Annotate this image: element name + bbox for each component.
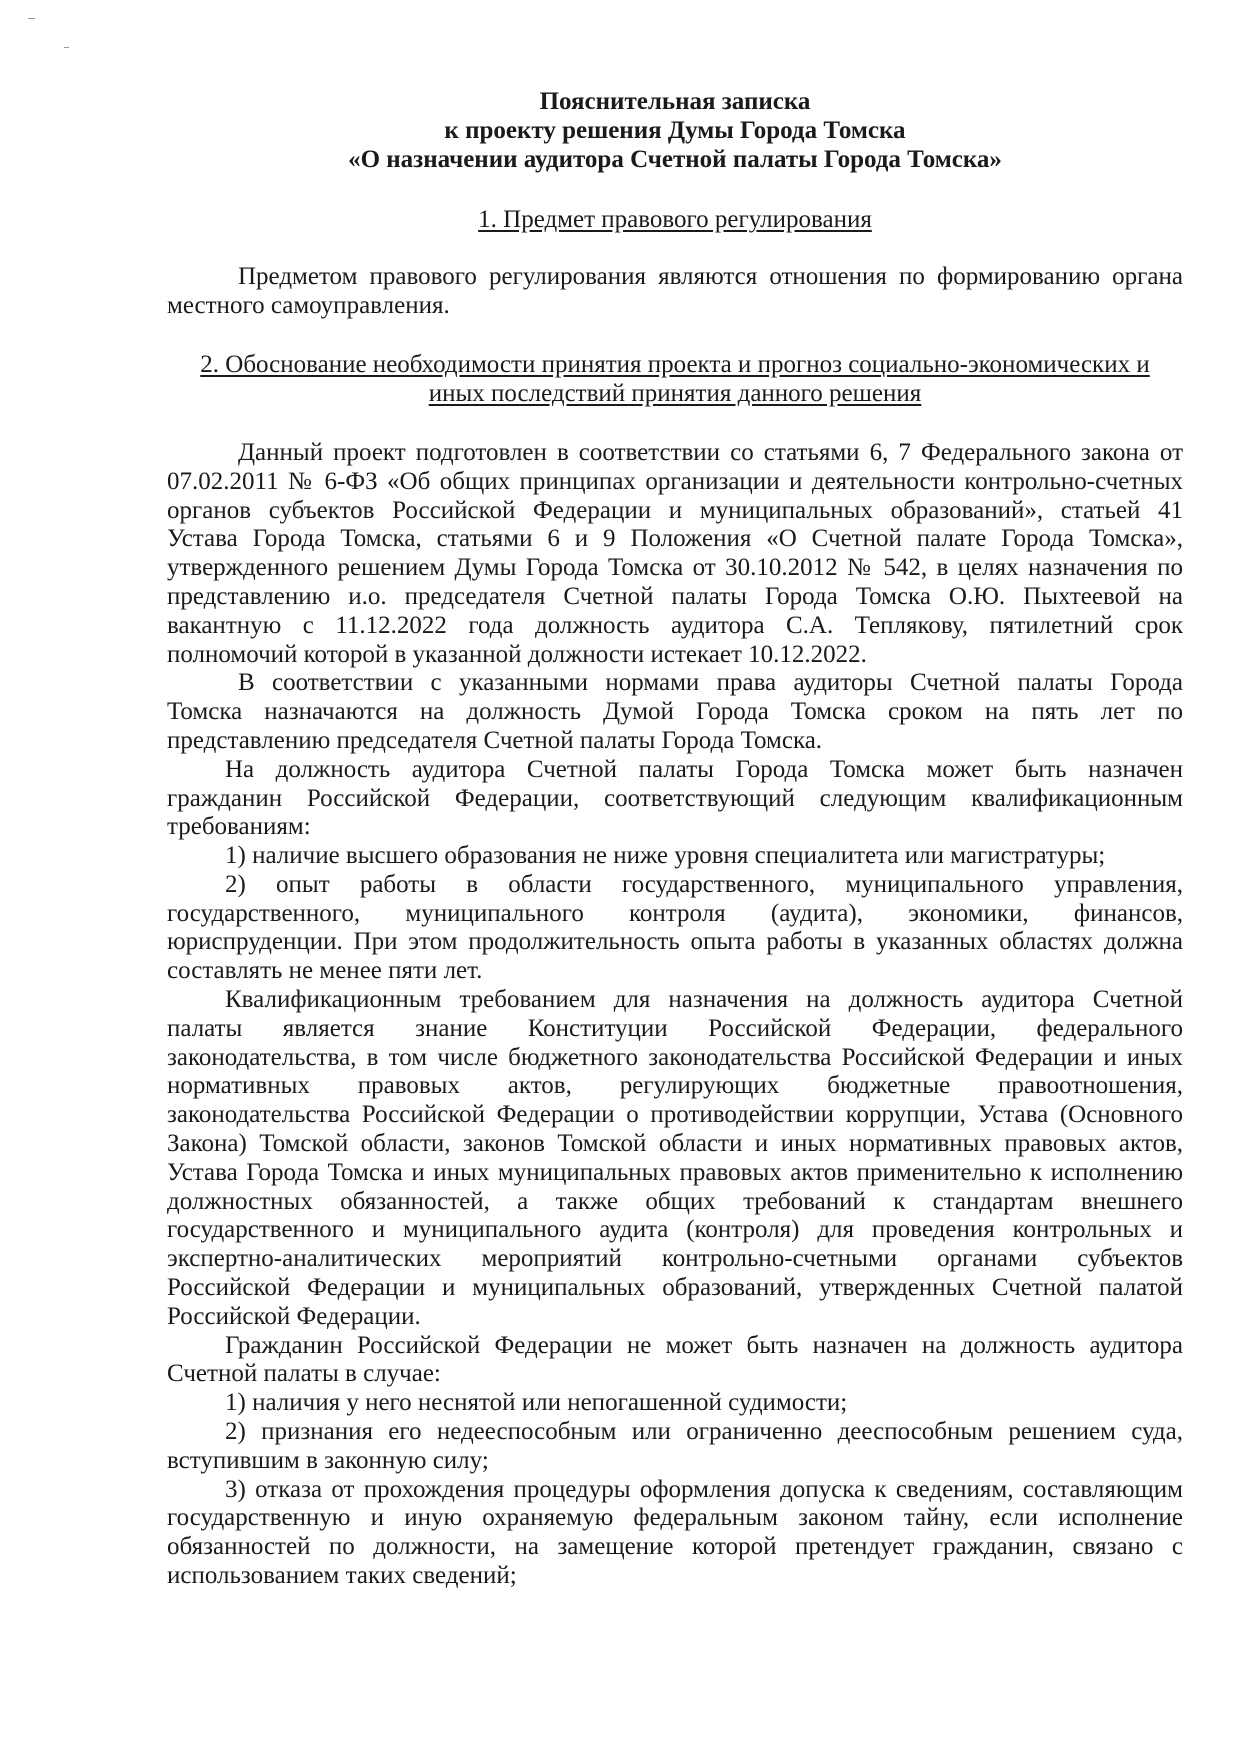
- paragraph-line: Квалификационным требованием для назначения на должность аудитора Счетной: [225, 986, 1183, 1014]
- paragraph-line: использованием таких сведений;: [167, 1562, 517, 1590]
- paragraph-line: местного самоуправления.: [167, 291, 450, 319]
- paragraph-line: должностных обязанностей, а также общих требований к стандартам внешнего: [167, 1187, 1183, 1215]
- paragraph-line: юриспруденции. При этом продолжительность опыта работы в указанных областях должна: [167, 928, 1183, 956]
- paragraph: [167, 1418, 1183, 1476]
- paragraph-line: вступившим в законную силу;: [167, 1446, 489, 1474]
- title-line: к проекту решения Думы Города Томска: [444, 116, 906, 144]
- paragraph-line: Устава Города Томска и иных муниципальных правовых актов применительно к исполнению: [167, 1158, 1183, 1186]
- paragraph-line: гражданин Российской Федерации, соответствующий следующим квалификационным: [167, 784, 1183, 812]
- paragraph-line: законодательства Российской Федерации о противодействии коррупции, Устава (Основного: [167, 1101, 1183, 1129]
- title-line: «О назначении аудитора Счетной палаты Города Томска»: [348, 145, 1002, 173]
- paragraph: [167, 439, 1183, 669]
- paragraph-line: Гражданин Российской Федерации не может быть назначен на должность аудитора: [225, 1331, 1183, 1359]
- section-1-heading: [167, 206, 1183, 235]
- document-page: [167, 0, 1183, 1591]
- paragraph: [167, 986, 1183, 1332]
- paragraph-line: экспертно-аналитических мероприятий контрольно-счетными органами субъектов: [167, 1245, 1183, 1273]
- paragraph-line: Данный проект подготовлен в соответствии со статьями 6, 7 Федерального закона от: [238, 438, 1183, 466]
- paragraph: [167, 669, 1183, 755]
- paragraph-line: полномочий которой в указанной должности истекает 10.12.2022.: [167, 640, 867, 668]
- paragraph-line: 1) наличия у него неснятой или непогашенной судимости;: [225, 1389, 848, 1417]
- paragraph: [167, 842, 1183, 871]
- document-title: [167, 88, 1183, 174]
- heading-text: 1. Предмет правового регулирования: [478, 205, 872, 233]
- paragraph-line: 3) отказа от прохождения процедуры оформления допуска к сведениям, составляющим: [225, 1475, 1183, 1503]
- paragraph-line: На должность аудитора Счетной палаты Города Томска может быть назначен: [225, 755, 1183, 783]
- paragraph-line: вакантную с 11.12.2022 года должность аудитора С.А. Теплякову, пятилетний срок: [167, 611, 1183, 639]
- paragraph: [167, 871, 1183, 986]
- paragraph-line: В соответствии с указанными нормами права аудиторы Счетной палаты Города: [238, 669, 1183, 697]
- paragraph-line: Закона) Томской области, законов Томской области и иных нормативных правовых актов,: [167, 1130, 1183, 1158]
- paragraph-line: требованиям:: [167, 813, 311, 841]
- paragraph-line: законодательства, в том числе бюджетного законодательства Российской Федерации и иных: [167, 1043, 1183, 1071]
- paragraph-line: 2) опыт работы в области государственного, муниципального управления,: [225, 870, 1183, 898]
- paragraph-line: составлять не менее пяти лет.: [167, 957, 483, 985]
- paragraph-line: Устава Города Томска, статьями 6 и 9 Положения «О Счетной палате Города Томска»,: [167, 525, 1183, 553]
- heading-line: [167, 206, 1183, 235]
- heading-line: [167, 380, 1183, 409]
- paragraph-line: государственного и муниципального аудита (контроля) для проведения контрольных и: [167, 1216, 1183, 1244]
- paragraph: [167, 1476, 1183, 1591]
- paragraph-line: палаты является знание Конституции Российской Федерации, федерального: [167, 1014, 1183, 1042]
- paragraph-line: Томска назначаются на должность Думой Города Томска сроком на пять лет по: [167, 698, 1183, 726]
- paragraph-line: представлению председателя Счетной палаты Города Томска.: [167, 726, 823, 754]
- paragraph-line: Российской Федерации и муниципальных образований, утвержденных Счетной палатой: [167, 1274, 1183, 1302]
- scan-speck: [28, 18, 35, 19]
- paragraph: [167, 1389, 1183, 1418]
- paragraph: [167, 1332, 1183, 1390]
- paragraph-line: государственную и иную охраняемую федеральным законом тайну, если исполнение: [167, 1504, 1183, 1532]
- paragraph: [167, 756, 1183, 842]
- paragraph-line: Счетной палаты в случае:: [167, 1360, 441, 1388]
- paragraph-line: Предметом правового регулирования являются отношения по формированию органа: [238, 262, 1183, 290]
- paragraph-line: обязанностей по должности, на замещение которой претендует гражданин, связано с: [167, 1533, 1183, 1561]
- paragraph-line: государственного, муниципального контроля (аудита), экономики, финансов,: [167, 899, 1183, 927]
- paragraph-line: Российской Федерации.: [167, 1302, 421, 1330]
- title-line: Пояснительная записка: [539, 88, 811, 115]
- paragraph-line: представлению и.о. председателя Счетной палаты Города Томска О.Ю. Пыхтеевой на: [167, 582, 1183, 610]
- heading-text: 2. Обоснование необходимости принятия проекта и прогноз социально-экономических и: [200, 350, 1150, 378]
- section-2-body: [167, 439, 1183, 1591]
- section-2-heading: [167, 351, 1183, 409]
- paragraph-line: утвержденного решением Думы Города Томска от 30.10.2012 № 542, в целях назначения по: [167, 554, 1183, 582]
- paragraph-line: органов субъектов Российской Федерации и муниципальных образований», статьей 41: [167, 496, 1183, 524]
- scan-speck: [64, 47, 69, 48]
- paragraph-line: нормативных правовых актов, регулирующих бюджетные правоотношения,: [167, 1072, 1183, 1100]
- heading-text: иных последствий принятия данного решения: [428, 379, 922, 407]
- paragraph-line: 2) признания его недееспособным или ограниченно дееспособным решением суда,: [225, 1418, 1183, 1446]
- section-1-paragraph: [167, 263, 1183, 321]
- paragraph-line: 1) наличие высшего образования не ниже уровня специалитета или магистратуры;: [225, 842, 1106, 870]
- heading-line: [167, 351, 1183, 380]
- paragraph-line: 07.02.2011 № 6-ФЗ «Об общих принципах организации и деятельности контрольно-счетных: [167, 467, 1183, 495]
